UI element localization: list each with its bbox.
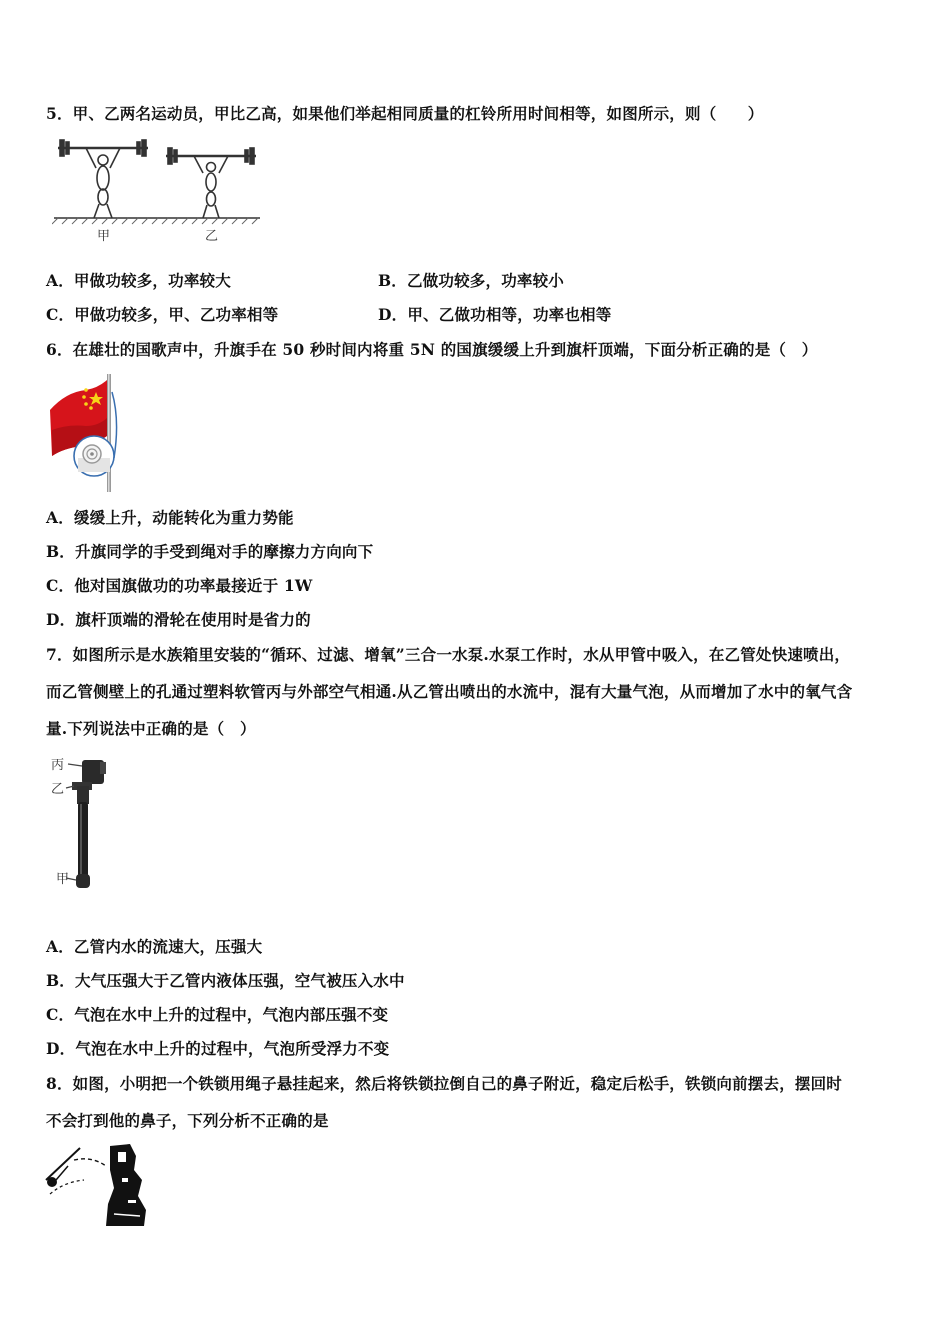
q5-option-c: C．甲做功较多，甲、乙功率相等 [46, 305, 279, 324]
q5-option-b: B．乙做功较多，功率较小 [378, 271, 565, 290]
q5-stem: 5．甲、乙两名运动员，甲比乙高，如果他们举起相同质量的杠铃所用时间相等，如图所示，则（ ） [46, 104, 764, 123]
label-yi: 乙 [205, 229, 219, 244]
q6-stem: 6．在雄壮的国歌声中，升旗手在 50 秒时间内将重 5N 的国旗缓缓上升到旗杆顶端，下面分析正确的是（ ） [46, 340, 818, 359]
q7-stem-line-1: 7．如图所示是水族箱里安装的“循环、过滤、增氧”三合一水泵.水泵工作时，水从甲管中吸入，在乙管处快速喷出， [46, 645, 851, 664]
label-jia: 甲 [97, 229, 111, 244]
q6-option-c: C．他对国旗做功的功率最接近于 1W [46, 576, 313, 595]
q6-option-a: A．缓缓上升，动能转化为重力势能 [46, 508, 294, 527]
lifter-jia [58, 140, 148, 218]
q5-option-d: D．甲、乙做功相等，功率也相等 [378, 305, 612, 324]
aquarium-pump-figure [48, 752, 112, 896]
q7-stem-line-2: 而乙管侧壁上的孔通过塑料软管丙与外部空气相通.从乙管出喷出的水流中，混有大量气泡，从而增加了水中的氧气含 [46, 682, 853, 701]
q6-option-b: B．升旗同学的手受到绳对手的摩擦力方向向下 [46, 542, 374, 561]
pendulum-lock-figure [44, 1140, 152, 1226]
q7-option-d: D．气泡在水中上升的过程中，气泡所受浮力不变 [46, 1039, 390, 1058]
label-yi-pipe: 乙 [51, 782, 65, 797]
q7-option-c: C．气泡在水中上升的过程中，气泡内部压强不变 [46, 1005, 389, 1024]
q7-stem-line-3: 量.下列说法中正确的是（ ） [46, 719, 256, 738]
lifter-yi [166, 148, 256, 218]
weightlifters-figure [52, 134, 264, 246]
q6-option-d: D．旗杆顶端的滑轮在使用时是省力的 [46, 610, 311, 629]
label-jia-pipe: 甲 [56, 872, 70, 887]
q7-option-b: B．大气压强大于乙管内液体压强，空气被压入水中 [46, 971, 405, 990]
q5-option-a: A．甲做功较多，功率较大 [46, 271, 231, 290]
flag-pole-figure [46, 370, 120, 494]
q8-stem-line-1: 8．如图，小明把一个铁锁用绳子悬挂起来，然后将铁锁拉倒自己的鼻子附近，稳定后松手，铁锁向前摆去，摆回时 [46, 1074, 842, 1093]
q7-option-a: A．乙管内水的流速大，压强大 [46, 937, 263, 956]
label-bing: 丙 [51, 758, 65, 773]
q8-stem-line-2: 不会打到他的鼻子，下列分析不正确的是 [46, 1111, 329, 1130]
